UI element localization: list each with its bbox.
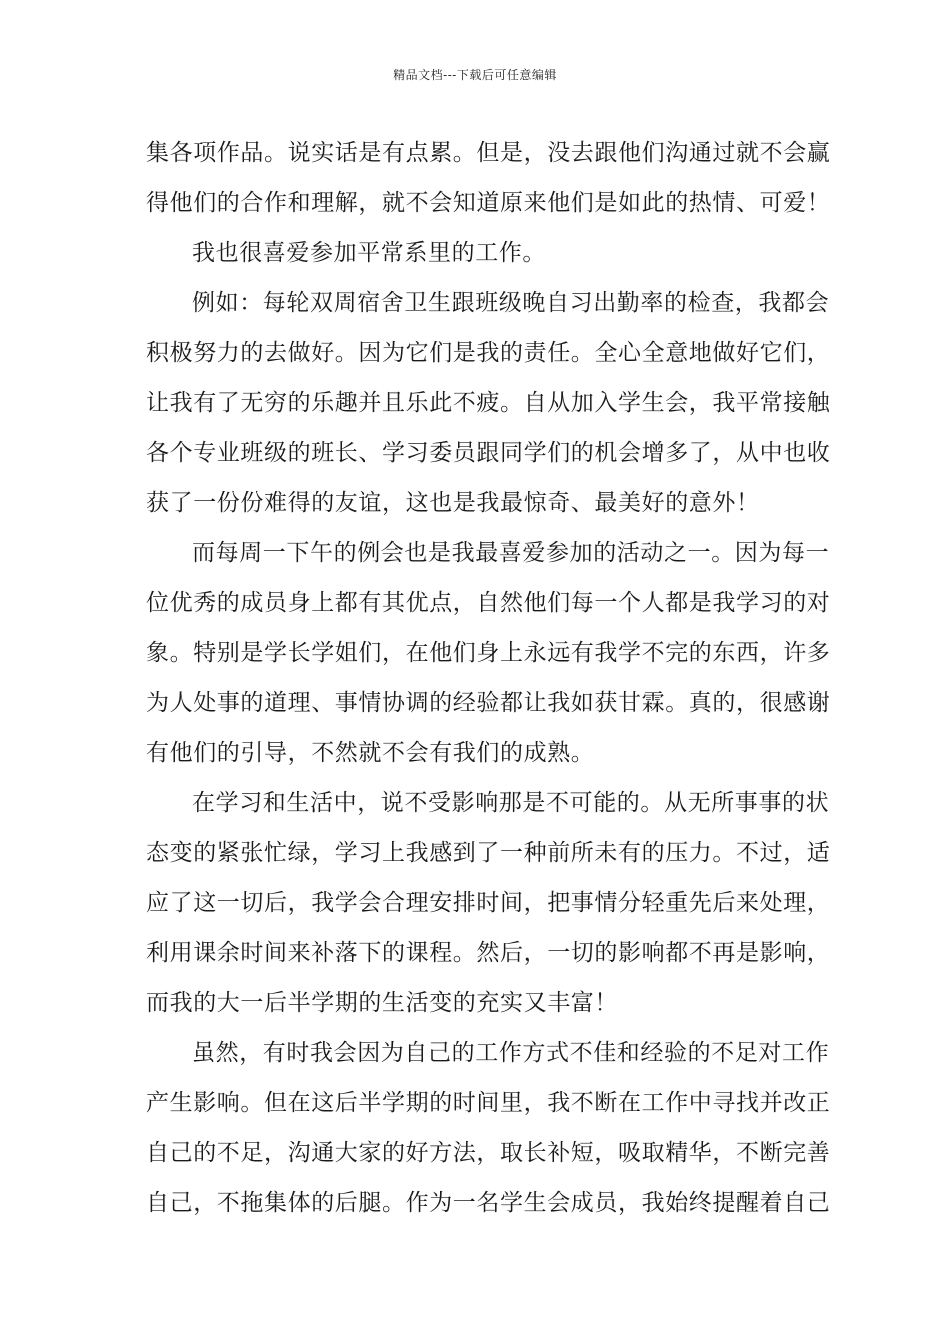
text-line: 利用课余时间来补落下的课程。然后，一切的影响都不再是影响， — [146, 940, 831, 966]
text-line: 而我的大一后半学期的生活变的充实又丰富！ — [146, 990, 618, 1016]
text-line: 象。特别是学长学姐们，在他们身上永远有我学不完的东西，许多 — [146, 640, 831, 666]
text-line: 位优秀的成员身上都有其优点，自然他们每一个人都是我学习的对 — [146, 590, 831, 616]
text-line: 积极努力的去做好。因为它们是我的责任。全心全意地做好它们， — [146, 340, 831, 366]
text-line: 而每周一下午的例会也是我最喜爱参加的活动之一。因为每一 — [192, 540, 830, 566]
text-line: 自己的不足，沟通大家的好方法，取长补短，吸取精华，不断完善 — [146, 1140, 831, 1166]
text-line: 获了一份份难得的友谊，这也是我最惊奇、最美好的意外！ — [146, 490, 760, 516]
text-line: 虽然，有时我会因为自己的工作方式不佳和经验的不足对工作 — [192, 1040, 830, 1066]
page-header: 精品文档---下载后可任意编辑 — [393, 68, 557, 82]
text-line: 应了这一切后，我学会合理安排时间，把事情分轻重先后来处理， — [146, 890, 831, 916]
text-line: 产生影响。但在这后半学期的时间里，我不断在工作中寻找并改正 — [146, 1090, 831, 1116]
text-line: 让我有了无穷的乐趣并且乐此不疲。自从加入学生会，我平常接触 — [146, 390, 831, 416]
text-line: 为人处事的道理、事情协调的经验都让我如获甘霖。真的，很感谢 — [146, 690, 831, 716]
text-line: 集各项作品。说实话是有点累。但是，没去跟他们沟通过就不会赢 — [146, 140, 831, 166]
text-line: 态变的紧张忙绿，学习上我感到了一种前所未有的压力。不过，适 — [146, 840, 831, 866]
text-line: 例如：每轮双周宿舍卫生跟班级晚自习出勤率的检查，我都会 — [192, 290, 830, 316]
body-text — [146, 128, 831, 1228]
text-line: 各个专业班级的班长、学习委员跟同学们的机会增多了，从中也收 — [146, 440, 831, 466]
text-line: 有他们的引导，不然就不会有我们的成熟。 — [146, 740, 595, 766]
text-line: 在学习和生活中，说不受影响那是不可能的。从无所事事的状 — [192, 790, 830, 816]
text-line: 我也很喜爱参加平常系里的工作。 — [192, 240, 546, 266]
text-line: 得他们的合作和理解，就不会知道原来他们是如此的热情、可爱！ — [146, 190, 831, 216]
text-line: 自己，不拖集体的后腿。作为一名学生会成员，我始终提醒着自己 — [146, 1190, 831, 1216]
